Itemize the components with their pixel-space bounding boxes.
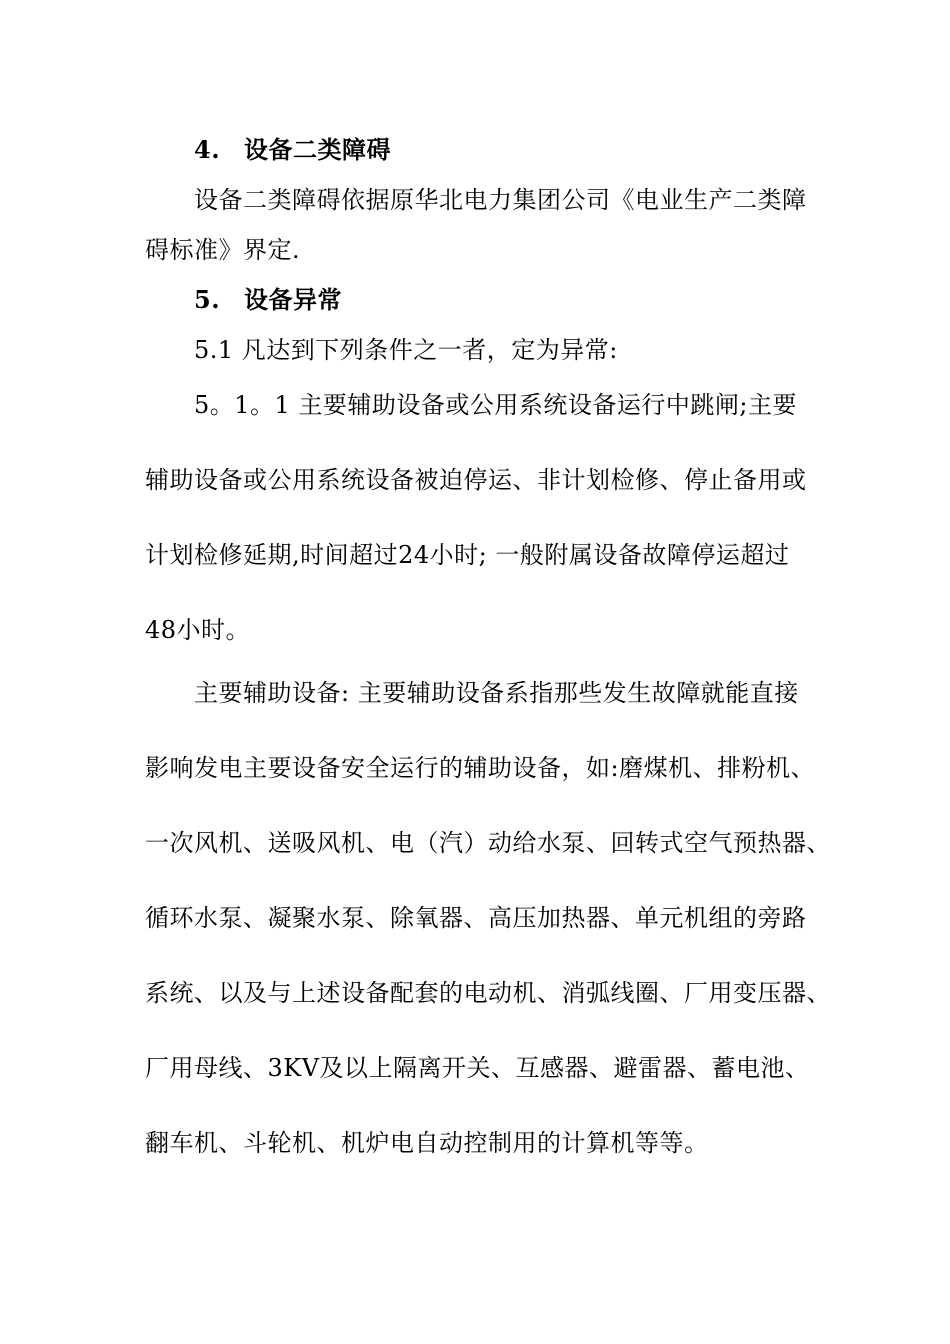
aux-equipment-line-2: 影响发电主要设备安全运行的辅助设备，如:磨煤机、排粉机、: [145, 754, 816, 782]
section-5-1-1-line-1: 5。1。1 主要辅助设备或公用系统设备运行中跳闸;主要: [194, 391, 798, 419]
heading-5-number: 5.: [194, 285, 221, 314]
heading-4-title: 设备二类障碍: [244, 135, 391, 164]
aux-equipment-line-7: 翻车机、斗轮机、机炉电自动控制用的计算机等等。: [145, 1129, 709, 1157]
section-5-1-1-line-4: 48小时。: [145, 616, 251, 644]
section-5-1-1-line-2: 辅助设备或公用系统设备被迫停运、非计划检修、停止备用或: [145, 466, 807, 494]
aux-equipment-line-6: 厂用母线、3KV及以上隔离开关、互感器、避雷器、蓄电池、: [145, 1054, 810, 1082]
aux-equipment-line-4: 循环水泵、凝聚水泵、除氧器、高压加热器、单元机组的旁路: [145, 904, 807, 932]
heading-4: [194, 134, 391, 166]
aux-equipment-line-1: 主要辅助设备: 主要辅助设备系指那些发生故障就能直接: [194, 679, 799, 707]
aux-equipment-line-5: 系统、以及与上述设备配套的电动机、消弧线圈、厂用变压器、: [145, 979, 831, 1007]
section-5-1-1-line-3: 计划检修延期,时间超过24小时; 一般附属设备故障停运超过: [145, 541, 790, 569]
aux-equipment-line-3: 一次风机、送吸风机、电（汽）动给水泵、回转式空气预热器、: [145, 829, 831, 857]
heading-4-number: 4.: [194, 135, 221, 164]
paragraph-4-line-2: 碍标准》界定.: [145, 236, 301, 264]
heading-5: [194, 284, 342, 316]
paragraph-4-line-1: 设备二类障碍依据原华北电力集团公司《电业生产二类障: [194, 186, 807, 214]
section-5-1: 5.1 凡达到下列条件之一者，定为异常:: [194, 336, 618, 364]
heading-5-title: 设备异常: [244, 285, 342, 314]
